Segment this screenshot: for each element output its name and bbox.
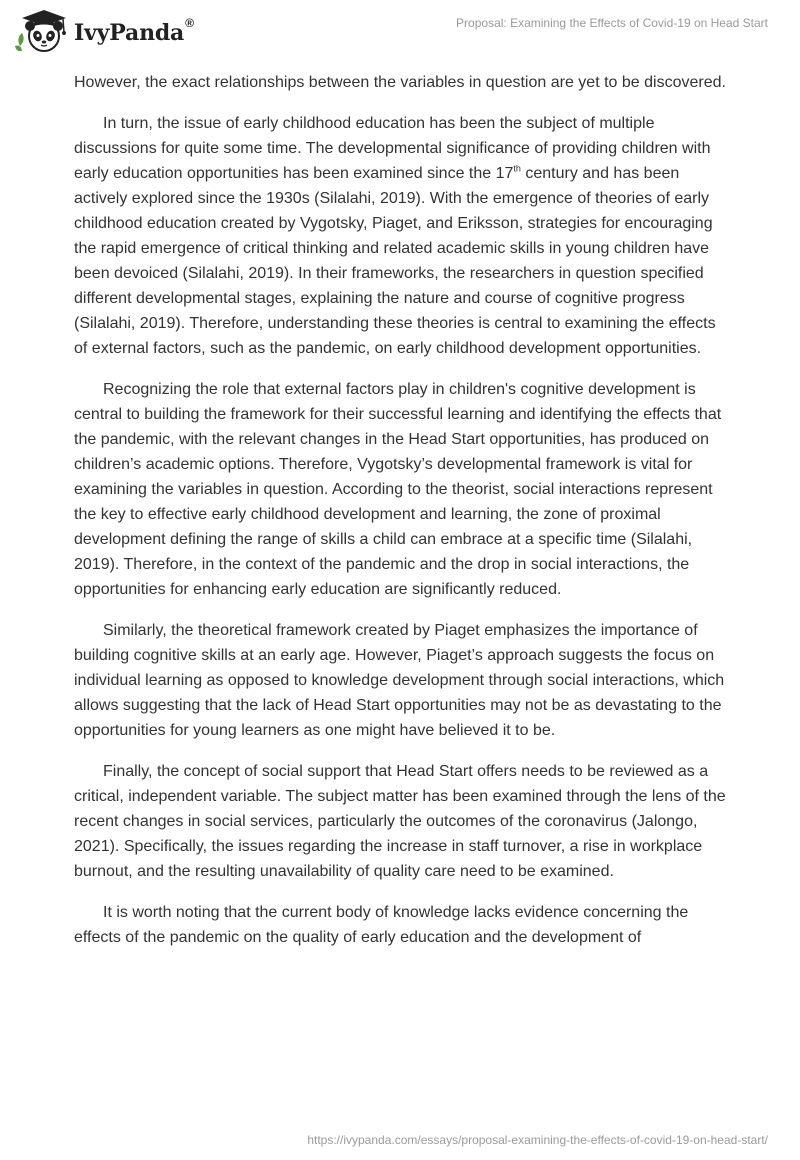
- brand-name: IvyPanda®: [74, 16, 194, 46]
- superscript: th: [513, 163, 521, 174]
- paragraph: Similarly, the theoretical framework created by Piaget emphasizes the importance of building cognitive skills at an early age. However, Piaget’s approach suggests the focus on individual learning as opposed to knowledge development through social interactions, which allows suggesting that the lack of Head Start opportunities may not be as devastating to the opportunities for young learners as one might have believed it to be.: [74, 622, 725, 739]
- page-header: [0, 0, 800, 62]
- paragraph: In turn, the issue of early childhood education has been the subject of multiple discussions for quite some time. The developmental significance of providing children with early education opportunities has been examined since the 17th century and has been actively explored since the 1930s (Silalahi, 2019). With the emergence of theories of early childhood education created by Vygotsky, Piaget, and Eriksson, strategies for encouraging the rapid emergence of critical thinking and related academic skills in young children have been devoiced (Silalahi, 2019). In their frameworks, the researchers in question specified different developmental stages, explaining the nature and course of cognitive progress (Silalahi, 2019). Therefore, understanding these theories is central to examining the effects of external factors, such as the pandemic, on early childhood development opportunities.: [74, 115, 716, 357]
- brand-logo[interactable]: [14, 6, 194, 56]
- paragraph: Finally, the concept of social support that Head Start offers needs to be reviewed as a critical, independent variable. The subject matter has been examined through the lens of the recent changes in social services, particularly the outcomes of the coronavirus (Jalongo, 2021). Specifically, the issues regarding the increase in staff turnover, a rise in workplace burnout, and the resulting unavailability of quality care need to be examined.: [74, 763, 726, 880]
- essay-body: [74, 70, 726, 966]
- paragraph: Recognizing the role that external factors play in children's cognitive development is central to building the framework for their successful learning and identifying the effects that the pandemic, with the relevant changes in the Head Start opportunities, has produced on children’s academic options. Therefore, Vygotsky’s developmental framework is vital for examining the variables in question. According to the theorist, social interactions represent the key to effective early childhood development and learning, the zone of proximal development defining the range of skills a child can embrace at a specific time (Silalahi, 2019). Therefore, in the context of the pandemic and the drop in social interactions, the opportunities for enhancing early education are significantly reduced.: [74, 381, 722, 598]
- panda-graduate-icon: [14, 6, 72, 56]
- registered-mark: ®: [185, 16, 194, 30]
- paragraph: It is worth noting that the current body of knowledge lacks evidence concerning the effects of the pandemic on the quality of early education and the development of: [74, 904, 689, 946]
- document-title: Proposal: Examining the Effects of Covid-19 on Head Start: [456, 16, 768, 30]
- paragraph: However, the exact relationships between the variables in question are yet to be discovered.: [74, 74, 726, 91]
- source-url[interactable]: https://ivypanda.com/essays/proposal-examining-the-effects-of-covid-19-on-head-start/: [307, 1133, 768, 1147]
